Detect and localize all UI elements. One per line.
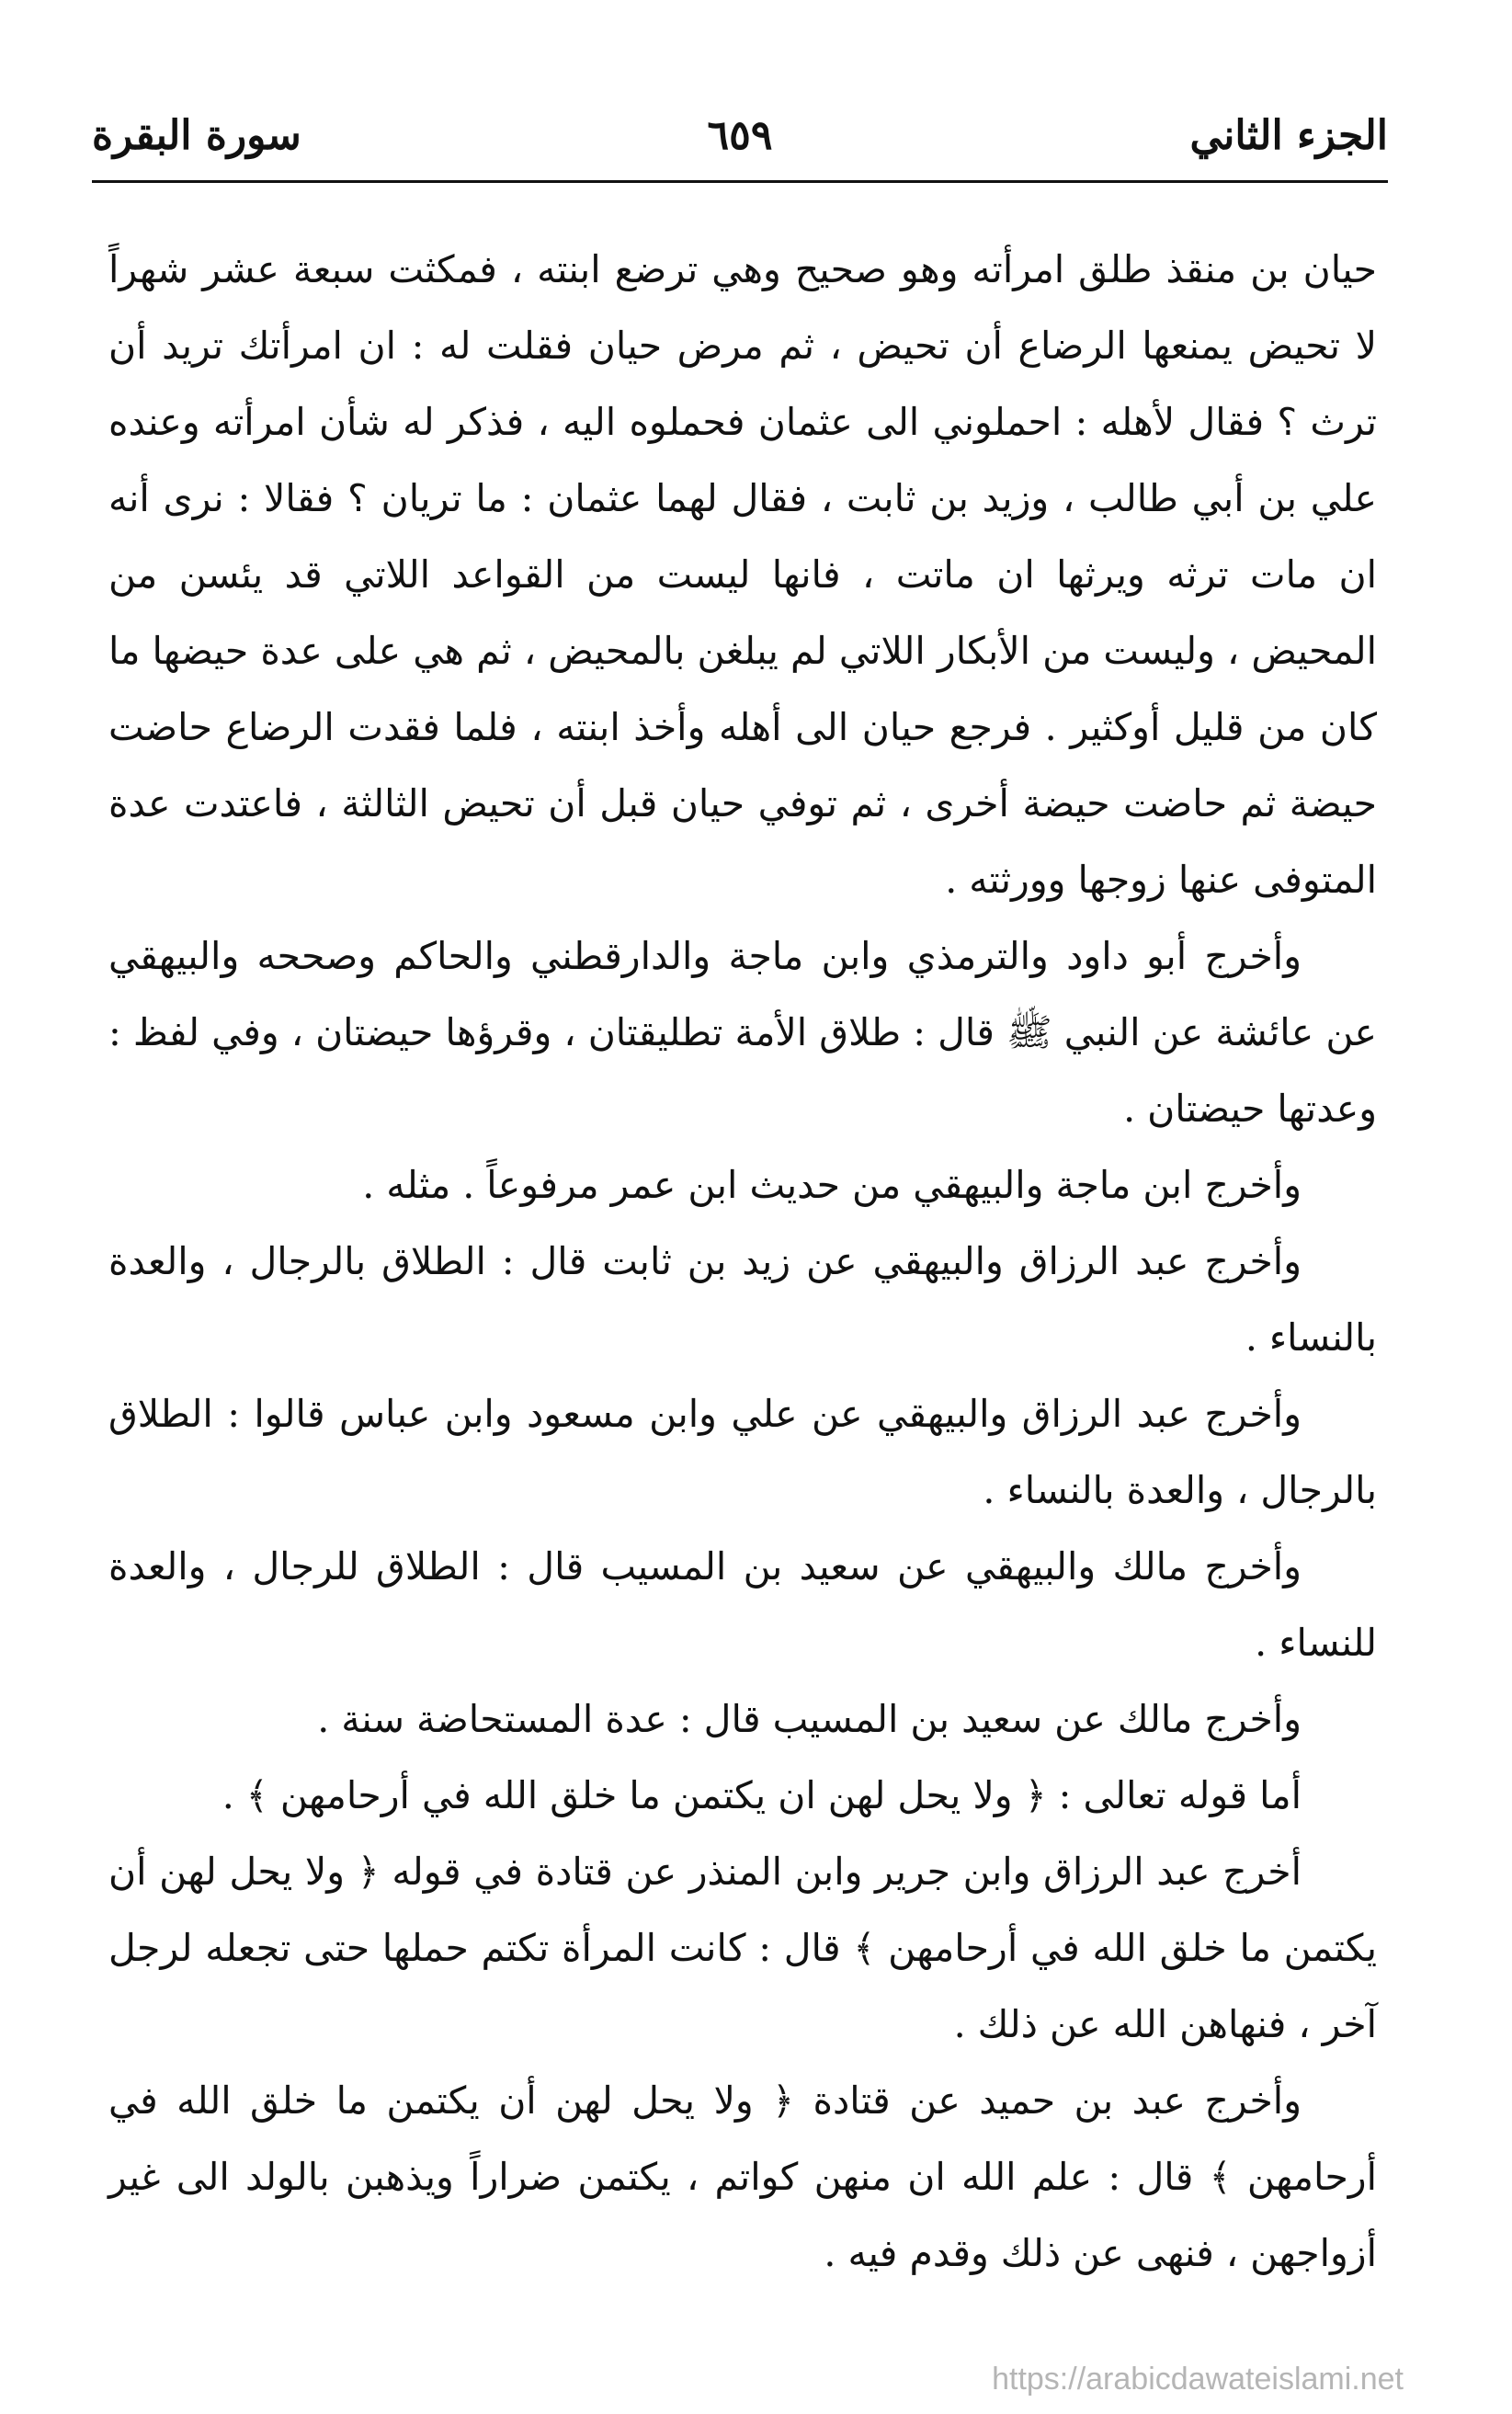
page-number: ٦٥٩ <box>707 112 773 159</box>
surah-title: سورة البقرة <box>92 112 301 159</box>
part-title: الجزء الثاني <box>1189 112 1388 159</box>
watermark-url: https://arabicdawateislami.net <box>992 2362 1404 2397</box>
paragraph: وأخرج ابن ماجة والبيهقي من حديث ابن عمر مرفوعاً . مثله . <box>362 1163 1302 1207</box>
paragraph: وأخرج عبد بن حميد عن قتادة ﴿ ولا يحل لهن أن يكتمن ما خلق الله في أرحامهن ﴾ قال : علم الله ان منهن كواتم ، يكتمن ضراراً ويذهبن بالولد الى غير أزواجهن ، فنهى عن ذلك وقدم فيه . <box>108 2078 1377 2275</box>
paragraph: وأخرج عبد الرزاق والبيهقي عن علي وابن مسعود وابن عباس قالوا : الطلاق بالرجال ، والعدة بالنساء . <box>108 1392 1377 1512</box>
header-rule <box>92 180 1388 183</box>
paragraph: وأخرج أبو داود والترمذي وابن ماجة والدارقطني والحاكم وصححه والبيهقي عن عائشة عن النبي ﷺ قال : طلاق الأمة تطليقتان ، وقرؤها حيضتان ، وفي لفظ : وعدتها حيضتان . <box>108 934 1377 1131</box>
paragraph: وأخرج مالك عن سعيد بن المسيب قال : عدة المستحاضة سنة . <box>317 1697 1302 1741</box>
page-header <box>92 99 1388 173</box>
paragraph: أما قوله تعالى : ﴿ ولا يحل لهن ان يكتمن ما خلق الله في أرحامهن ﴾ . <box>222 1773 1302 1817</box>
paragraph: حيان بن منقذ طلق امرأته وهو صحيح وهي ترضع ابنته ، فمكثت سبعة عشر شهراً لا تحيض يمنعها الرضاع أن تحيض ، ثم مرض حيان فقلت له : ان امرأتك تريد أن ترث ؟ فقال لأهله : احملوني الى عثمان فحملوه اليه ، فذكر له شأن امرأته وعنده علي بن أبي طالب ، وزيد بن ثابت ، فقال لهما عثمان : ما تريان ؟ فقالا : نرى أنه ان مات ترثه ويرثها ان ماتت ، فانها ليست من القواعد اللاتي قد يئسن من المحيض ، وليست من الأبكار اللاتي لم يبلغن بالمحيض ، ثم هي على عدة حيضها ما كان من قليل أوكثير . فرجع حيان الى أهله وأخذ ابنته ، فلما فقدت الرضاع حاضت حيضة ثم حاضت حيضة أخرى ، ثم توفي حيان قبل أن تحيض الثالثة ، فاعتدت عدة المتوفى عنها زوجها وورثته . <box>108 247 1377 902</box>
paragraph: وأخرج مالك والبيهقي عن سعيد بن المسيب قال : الطلاق للرجال ، والعدة للنساء . <box>108 1544 1377 1665</box>
paragraph: وأخرج عبد الرزاق والبيهقي عن زيد بن ثابت قال : الطلاق بالرجال ، والعدة بالنساء . <box>108 1239 1377 1360</box>
paragraph: أخرج عبد الرزاق وابن جرير وابن المنذر عن قتادة في قوله ﴿ ولا يحل لهن أن يكتمن ما خلق الله في أرحامهن ﴾ قال : كانت المرأة تكتم حملها حتى تجعله لرجل آخر ، فنهاهن الله عن ذلك . <box>108 1850 1377 2046</box>
page-body <box>108 232 1377 2292</box>
